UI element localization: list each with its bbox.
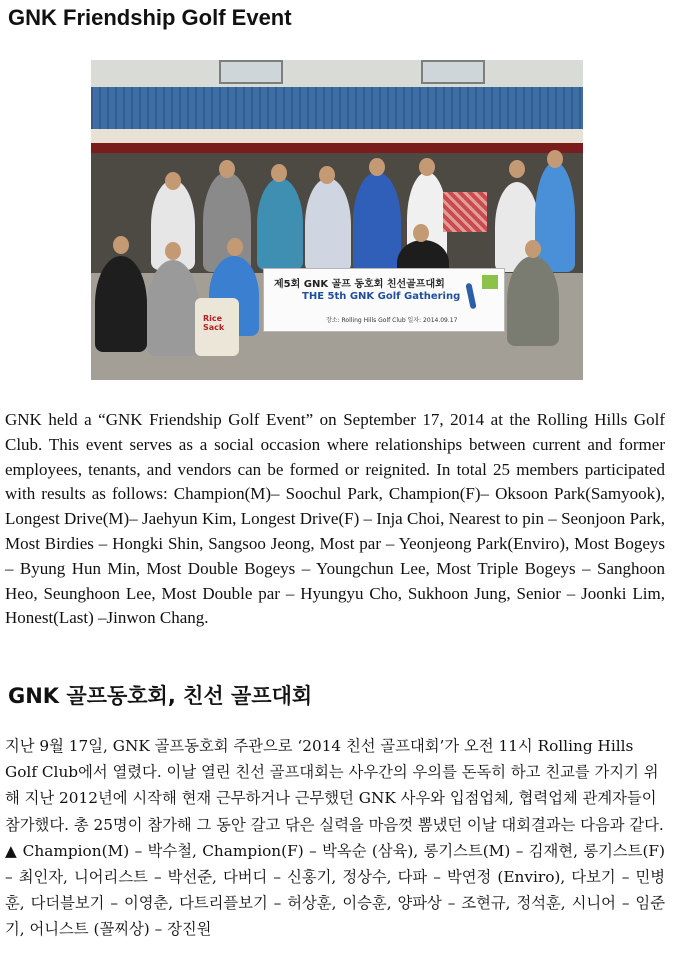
person (305, 178, 351, 272)
person-head (219, 160, 235, 178)
person (95, 256, 147, 352)
person-head (165, 242, 181, 260)
article-title-english: GNK Friendship Golf Event (8, 5, 292, 30)
banner-english-title: THE 5th GNK Golf Gathering (302, 291, 461, 302)
person-head (509, 160, 525, 178)
group-photo (91, 60, 583, 380)
person-head (419, 158, 435, 176)
photo-trim (91, 143, 583, 153)
rice-sack-label: Rice Sack (203, 314, 225, 332)
korean-intro-paragraph: 지난 9월 17일, GNK 골프동호회 주관으로 ‘2014 친선 골프대회’가 오전 11시 Rolling Hills Golf Club에서 열렸다. 이날 열린 친선 골프대회는 사우간의 우의를 돈독히 하고 친교를 가지기 위해 지난 2012년에 시작해 현재 근무하거나 근무했던 GNK 사우와 입점업체, 협력업체 관계자들이 참가했다. 총 25명이 참가해 그 동안 갈고 닦은 실력을 마음껏 뽐냈던 이날 대회결과는 다음과 같다. (5, 737, 664, 834)
person (353, 172, 401, 272)
person (507, 256, 559, 346)
person-head (165, 172, 181, 190)
person (257, 178, 303, 270)
article-title-korean: GNK 골프동호회, 친선 골프대회 (8, 684, 313, 708)
person-head (227, 238, 243, 256)
person-head (525, 240, 541, 258)
photo-eave (91, 129, 583, 143)
person (147, 260, 199, 356)
event-banner (263, 268, 505, 332)
person-head (271, 164, 287, 182)
photo-window (421, 60, 485, 84)
golfer-icon (465, 283, 476, 310)
rice-sack (195, 298, 239, 356)
article-body-english: GNK held a “GNK Friendship Golf Event” on September 17, 2014 at the Rolling Hills Golf Club. This event serves as a social occasion where relationships between current and former employees, tenants, and vendors can be formed or reignited. In total 25 members participated with results as follows: Champion(M)– Soochul Park, Champion(F)– Oksoon Park(Samyook), Longest Drive(M)– Jaehyun Kim, Longest Drive(F) – Inja Choi, Nearest to pin – Seonjoon Park, Most Birdies – Hongki Shin, Sangsoo Jeong, Most par – Yeonjeong Park(Enviro), Most Bogeys – Byung Hun Min, Most Double Bogeys – Youngchun Lee, Most Triple Bogeys – Sanghoon Heo, Seunghoon Lee, Most Double par – Hyungyu Cho, Sukhoon Jung, Senior – Joonki Lim, Honest(Last) –Jinwon Chang. (5, 410, 665, 628)
photo-flag (443, 192, 487, 232)
korean-results-paragraph: ▲ Champion(M) – 박수철, Champion(F) – 박옥순 (삼육), 롱기스트(M) – 김재현, 롱기스트(F) – 최인자, 니어리스트 – 박선준, 다버디 – 신홍기, 정상수, 다파 – 박연정 (Enviro), 다보기 – 민병훈, 다더블보기 – 이영춘, 다트리플보기 – 허상훈, 이승훈, 양파상 – 조현규, 정석훈, 시니어 – 임준기, 어니스트 (꼴찌상) – 장진원 (5, 841, 665, 939)
article-body-korean (5, 733, 665, 943)
banner-venue-date: 장소: Rolling Hills Golf Club 일자: 2014.09.17 (326, 317, 458, 324)
club-logo-icon (482, 275, 498, 289)
person-head (369, 158, 385, 176)
person (535, 162, 575, 272)
photo-roof (91, 87, 583, 129)
banner-korean-title: 제5회 GNK 골프 동호회 친선골프대회 (274, 279, 445, 290)
person-head (319, 166, 335, 184)
photo-window (219, 60, 283, 84)
person-head (547, 150, 563, 168)
person-head (413, 224, 429, 242)
person-head (113, 236, 129, 254)
